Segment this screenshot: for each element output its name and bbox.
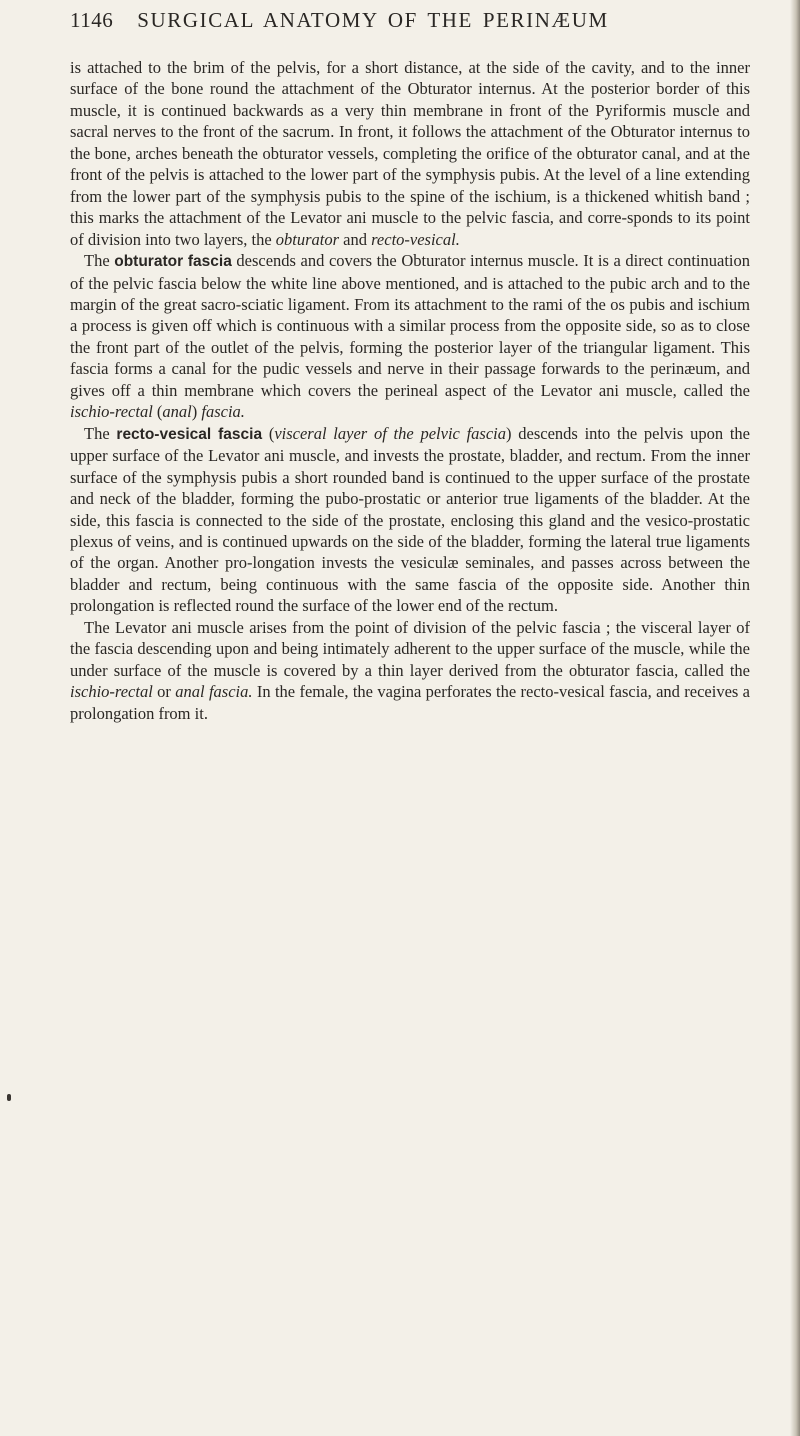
italic-phrase: ischio-rectal xyxy=(70,402,153,422)
text-run: is attached to the brim of the pelvis, for a short distance, at the side of the cavity, and to the inner surface of the bone round the attachment of the Obturator internus. At the posterior border of this muscle, it is continued backwards as a very thin membrane in front of the Pyriformis muscle and sacral nerves to the front of the sacrum. In front, it follows the attachment of the Obturator internus to the bone, arches beneath the obturator vessels, completing the orifice of the obturator canal, and at the front of the pelvis is attached to the lower part of the symphysis pubis. At the level of a line extending from the lower part of the symphysis pubis to the spine of the ischium, is a thickened whitish band ; this marks the attachment of the Levator ani muscle to the pelvic fascia, and corre-sponds to its point of division into two layers, the xyxy=(70,58,750,249)
italic-phrase: anal fascia. xyxy=(175,682,253,702)
text-run: descends and covers the Obturator internus muscle. It is a direct continuation of the pelvic fascia below the white line above mentioned, and is attached to the pubic arch and to the margin of the great sacro-sciatic ligament. From its attachment to the rami of the os pubis and ischium a process is given off which is continuous with a similar process from the opposite side, so as to close the front part of the outlet of the pelvis, forming the posterior layer of the triangular ligament. This fascia forms a canal for the pudic vessels and nerve in their passage forwards to the perinæum, and gives off a thin membrane which covers the perineal aspect of the Levator ani muscle, called the xyxy=(70,251,750,400)
page-header xyxy=(70,8,750,42)
italic-phrase: anal xyxy=(162,402,192,422)
italic-phrase: fascia. xyxy=(201,402,245,422)
text-run: The xyxy=(84,251,115,271)
text-run: In the female, the vagina perforates the recto-vesical fascia, and receives a prolongation from it. xyxy=(70,682,751,723)
italic-phrase: recto-vesical. xyxy=(371,229,460,249)
running-title: SURGICAL ANATOMY OF THE PERINÆUM xyxy=(137,8,609,32)
bold-term: recto-vesical fascia xyxy=(116,425,263,443)
italic-phrase: ischio-rectal xyxy=(70,682,153,702)
page-edge-shadow xyxy=(790,0,800,1436)
bold-term: obturator fascia xyxy=(114,253,232,271)
body-text xyxy=(70,57,750,724)
paragraph-levator-ani xyxy=(70,617,750,724)
text-run: The xyxy=(84,423,117,443)
italic-phrase: obturator xyxy=(275,229,340,249)
text-run: The Levator ani muscle arises from the point of division of the pelvic fascia ; the visceral layer of the fascia descending upon and being intimately adherent to the upper surface of the muscle, while the under surface of the muscle is covered by a thin layer derived from the obturator fascia, called the xyxy=(70,617,750,680)
text-run: ) xyxy=(191,402,202,422)
text-run: and xyxy=(339,229,372,249)
paragraph-continuation xyxy=(70,57,750,250)
text-run: ( xyxy=(152,402,163,422)
italic-phrase: visceral layer of the pelvic fascia xyxy=(274,423,507,443)
paragraph-obturator-fascia xyxy=(70,250,750,423)
text-run: ) descends into the pelvis upon the upper surface of the Levator ani muscle, and invests the prostate, bladder, and rectum. From the inner surface of the symphysis pubis a short rounded band is continued to the upper surface of the prostate and neck of the bladder, forming the pubo-prostatic or anterior true ligaments of the bladder. At the side, this fascia is connected to the side of the prostate, enclosing this gland and the vesico-prostatic plexus of veins, and is continued upwards on the side of the bladder, forming the lateral true ligaments of the organ. Another pro-longation invests the vesiculæ seminales, and passes across between the bladder and rectum, being continuous with the same fascia of the opposite side. Another thin prolongation is reflected round the surface of the lower end of the rectum. xyxy=(70,423,750,616)
text-run: or xyxy=(152,682,176,702)
text-run: ( xyxy=(262,423,275,443)
paragraph-recto-vesical-fascia xyxy=(70,423,750,617)
margin-mark xyxy=(7,1094,11,1101)
page-number: 1146 xyxy=(70,8,114,32)
